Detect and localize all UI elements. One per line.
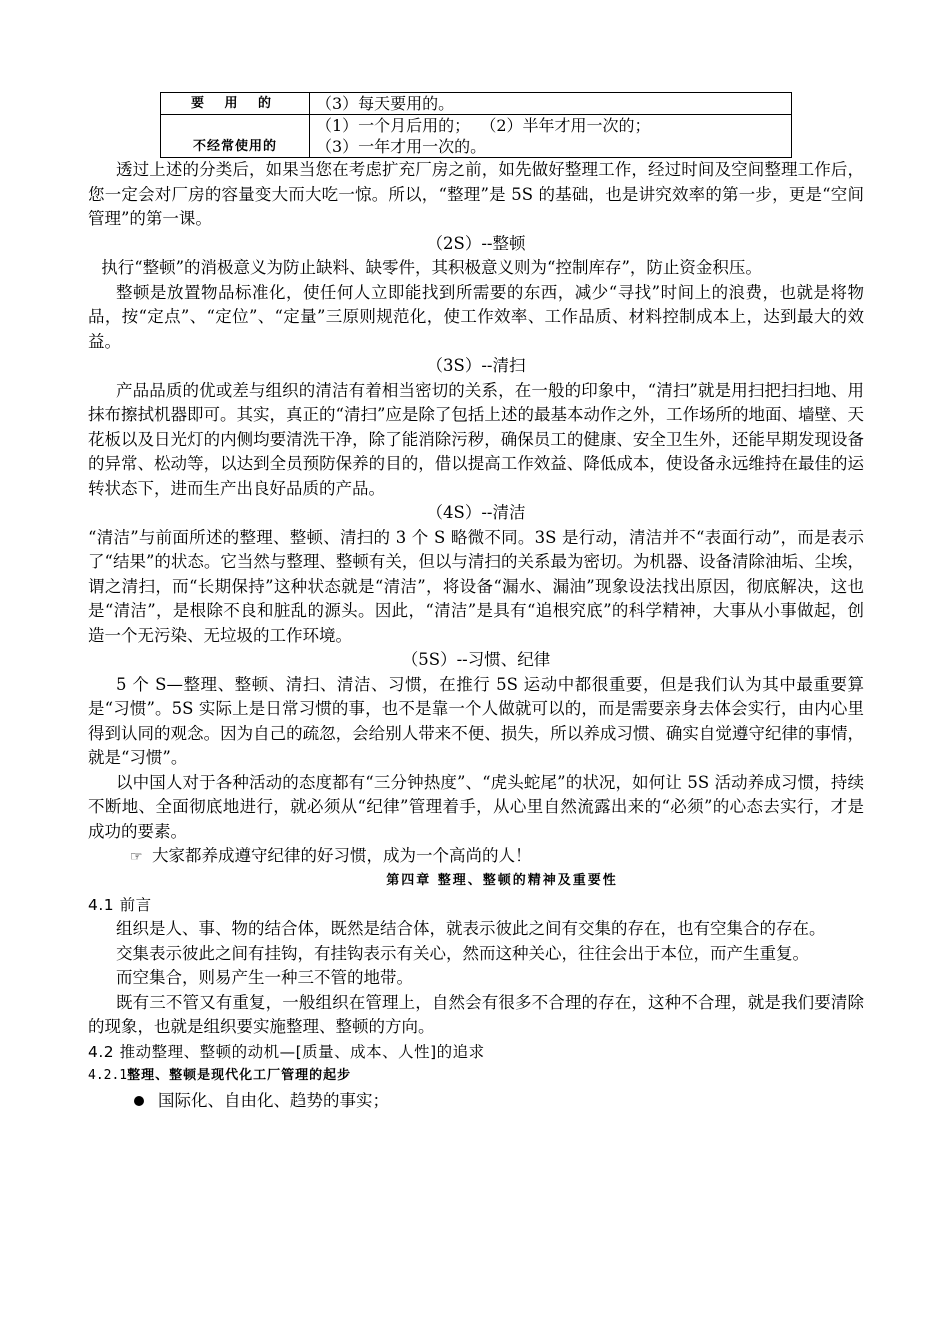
paragraph: 既有三不管又有重复，一般组织在管理上，自然会有很多不合理的存在，这种不合理，就是我们要清除的现象，也就是组织要实施整理、整顿的方向。 xyxy=(88,992,864,1036)
classification-table xyxy=(160,92,792,158)
paragraph: 组织是人、事、物的结合体，既然是结合体，就表示彼此之间有交集的存在，也有空集合的存在。 xyxy=(116,919,826,938)
paragraph: 整顿是放置物品标准化，使任何人立即能找到所需要的东西，减少“寻找”时间上的浪费，也就是将物品，按“定点”、“定位”、“定量”三原则规范化，使工作效率、工作品质、材料控制成本上，达到最大的效益。 xyxy=(88,282,864,351)
pointing-hand-icon: ☞ xyxy=(130,849,143,865)
table-row xyxy=(161,93,792,115)
bullet-dot-icon xyxy=(134,1096,144,1106)
section-4-2-1-heading xyxy=(88,1064,864,1088)
chapter-heading: 第四章 整理、整顿的精神及重要性 xyxy=(386,873,618,888)
document-page xyxy=(88,92,864,1113)
slogan-line xyxy=(88,844,864,869)
section-heading-3s: （3S）--清扫 xyxy=(426,356,526,375)
section-heading-4s: （4S）--清洁 xyxy=(426,503,526,522)
row-line: （3）一年才用一次的。 xyxy=(316,137,487,156)
section-4-1-heading: 4.1 前言 xyxy=(88,896,152,914)
paragraph: 5 个 S—整理、整顿、清扫、清洁、习惯，在推行 5S 运动中都很重要，但是我们认为其中最重要算是“习惯”。5S 实际上是日常习惯的事，也不是靠一个人做就可以的，而是需要亲身去体会实行，由内心里得到认同的观念。因为自己的疏忽，会给别人带来不便、损失，所以养成习惯、确实自觉遵守纪律的事情，就是“习惯”。 xyxy=(88,674,864,767)
bullet-text: 国际化、自由化、趋势的事实； xyxy=(158,1090,389,1110)
paragraph: 而空集合，则易产生一种三不管的地带。 xyxy=(116,968,414,987)
paragraph: 交集表示彼此之间有挂钩，有挂钩表示有关心，然而这种关心，往往会出于本位，而产生重复。 xyxy=(116,943,810,963)
row-category: 要 用 的 xyxy=(161,93,310,115)
bullet-item xyxy=(88,1088,864,1113)
table-row xyxy=(161,115,792,158)
paragraph: 产品品质的优或差与组织的清洁有着相当密切的关系，在一般的印象中，“清扫”就是用扫把扫扫地、用抹布擦拭机器即可。其实，真正的“清扫”应是除了包括上述的最基本动作之外，工作场所的地面、墙壁、天花板以及日光灯的内侧均要清洗干净，除了能消除污秽，确保员工的健康、安全卫生外，还能早期发现设备的异常、松动等，以达到全员预防保养的目的，借以提高工作效益、降低成本，使设备永远维持在最佳的运转状态下，进而生产出良好品质的产品。 xyxy=(88,380,864,498)
section-title: 整理、整顿是现代化工厂管理的起步 xyxy=(127,1067,352,1083)
section-4-2-heading: 4.2 推动整理、整顿的动机—[质量、成本、人性]的追求 xyxy=(88,1042,485,1061)
paragraph: 透过上述的分类后，如果当您在考虑扩充厂房之前，如先做好整理工作，经过时间及空间整理工作后，您一定会对厂房的容量变大而大吃一惊。所以，“整理”是 5S 的基础，也是讲究效率的第一步，更是“空间管理”的第一课。 xyxy=(88,160,864,228)
row-description: （3）每天要用的。 xyxy=(310,93,792,115)
row-description xyxy=(310,115,792,158)
paragraph: “清洁”与前面所述的整理、整顿、清扫的 3 个 S 略微不同。3S 是行动，清洁并不“表面行动”，而是表示了“结果”的状态。它当然与整理、整顿有关，但以与清扫的关系最为密切。为机器、设备清除油垢、尘埃，谓之清扫，而“长期保持”这种状态就是“清洁”，将设备“漏水、漏油”现象设法找出原因，彻底解决，这也是“清洁”，是根除不良和脏乱的源头。因此，“清洁”是具有“追根究底”的科学精神，大事从小事做起，创造一个无污染、无垃圾的工作环境。 xyxy=(88,527,864,645)
row-line: （1）一个月后用的； （2）半年才用一次的； xyxy=(316,116,651,135)
section-heading-2s: （2S）--整顿 xyxy=(426,233,526,253)
paragraph: 以中国人对于各种活动的态度都有“三分钟热度”、“虎头蛇尾”的状况，如何让 5S 活动养成习惯，持续不断地、全面彻底地进行，就必须从“纪律”管理着手，从心里自然流露出来的“必须”的心态去实行，才是成功的要素。 xyxy=(88,772,864,841)
paragraph: 执行“整顿”的消极意义为防止缺料、缺零件，其积极意义则为“控制库存”，防止资金积压。 xyxy=(101,258,762,277)
row-category: 不经常使用的 xyxy=(161,115,310,158)
slogan-text: 大家都养成遵守纪律的好习惯，成为一个高尚的人！ xyxy=(152,846,532,865)
section-number: 4.2.1 xyxy=(88,1067,128,1083)
section-heading-5s: （5S）--习惯、纪律 xyxy=(401,650,551,669)
